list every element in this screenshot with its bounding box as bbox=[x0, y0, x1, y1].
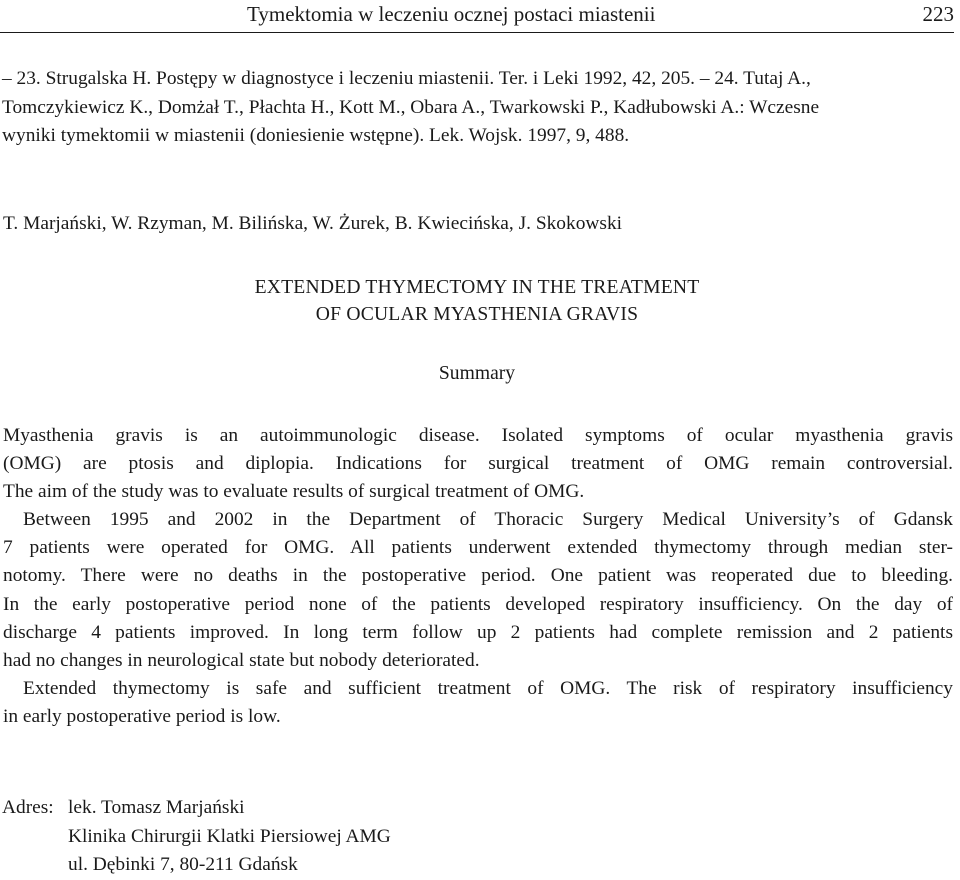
abstract-line: 7 patients were operated for OMG. All patients underwent extended thymectomy through median ster- bbox=[3, 537, 953, 559]
page-number: 223 bbox=[922, 2, 954, 26]
address-row bbox=[2, 794, 391, 823]
address-line: Klinika Chirurgii Klatki Piersiowej AMG bbox=[68, 825, 391, 847]
summary-heading: Summary bbox=[438, 363, 516, 384]
abstract-line: notomy. There were no deaths in the postoperative period. One patient was reoperated due to bleeding. bbox=[3, 565, 953, 587]
reference-line: – 23. Strugalska H. Postępy w diagnostyce i leczeniu miastenii. Ter. i Leki 1992, 42, 205. – 24. Tutaj A., bbox=[2, 68, 811, 89]
abstract-line: Extended thymectomy is safe and sufficient treatment of OMG. The risk of respiratory insufficiency bbox=[23, 677, 953, 699]
address-line: ul. Dębinki 7, 80-211 Gdańsk bbox=[68, 854, 298, 875]
english-title bbox=[0, 274, 954, 328]
running-header bbox=[0, 0, 954, 33]
abstract-line: in early postoperative period is low. bbox=[3, 705, 281, 727]
abstract-line: had no changes in neurological state but nobody deteriorated. bbox=[3, 649, 480, 671]
correspondence-address bbox=[2, 794, 391, 880]
reference-line: wyniki tymektomii w miastenii (doniesienie wstępne). Lek. Wojsk. 1997, 9, 488. bbox=[2, 125, 630, 146]
abstract-line: In the early postoperative period none of the patients developed respiratory insufficiency. On the day of bbox=[3, 593, 953, 615]
abstract-text bbox=[3, 422, 953, 731]
abstract-line: Between 1995 and 2002 in the Department of Thoracic Surgery Medical University’s of Gdansk bbox=[23, 509, 953, 531]
references-section bbox=[2, 65, 952, 151]
address-line: lek. Tomasz Marjański bbox=[68, 797, 245, 818]
running-header-title: Tymektomia w leczeniu ocznej postaci miastenii bbox=[247, 2, 656, 26]
reference-line: Tomczykiewicz K., Domżał T., Płachta H., Kott M., Obara A., Twarkowski P., Kadłubowski A.: Wczesne bbox=[2, 96, 820, 118]
author-list: T. Marjański, W. Rzyman, M. Bilińska, W. Żurek, B. Kwiecińska, J. Skokowski bbox=[3, 213, 623, 234]
address-row bbox=[2, 851, 391, 880]
abstract-line: The aim of the study was to evaluate results of surgical treatment of OMG. bbox=[3, 481, 585, 503]
address-row bbox=[2, 823, 391, 852]
address-label: Adres: bbox=[2, 797, 54, 818]
english-title-line: EXTENDED THYMECTOMY IN THE TREATMENT bbox=[254, 277, 700, 298]
english-title-line: OF OCULAR MYASTHENIA GRAVIS bbox=[315, 304, 639, 325]
abstract-line: discharge 4 patients improved. In long term follow up 2 patients had complete remission and 2 patients bbox=[3, 621, 953, 643]
abstract-line: Myasthenia gravis is an autoimmunologic disease. Isolated symptoms of ocular myasthenia gravis bbox=[3, 425, 953, 446]
abstract-line: (OMG) are ptosis and diplopia. Indications for surgical treatment of OMG remain controversial. bbox=[3, 453, 953, 475]
